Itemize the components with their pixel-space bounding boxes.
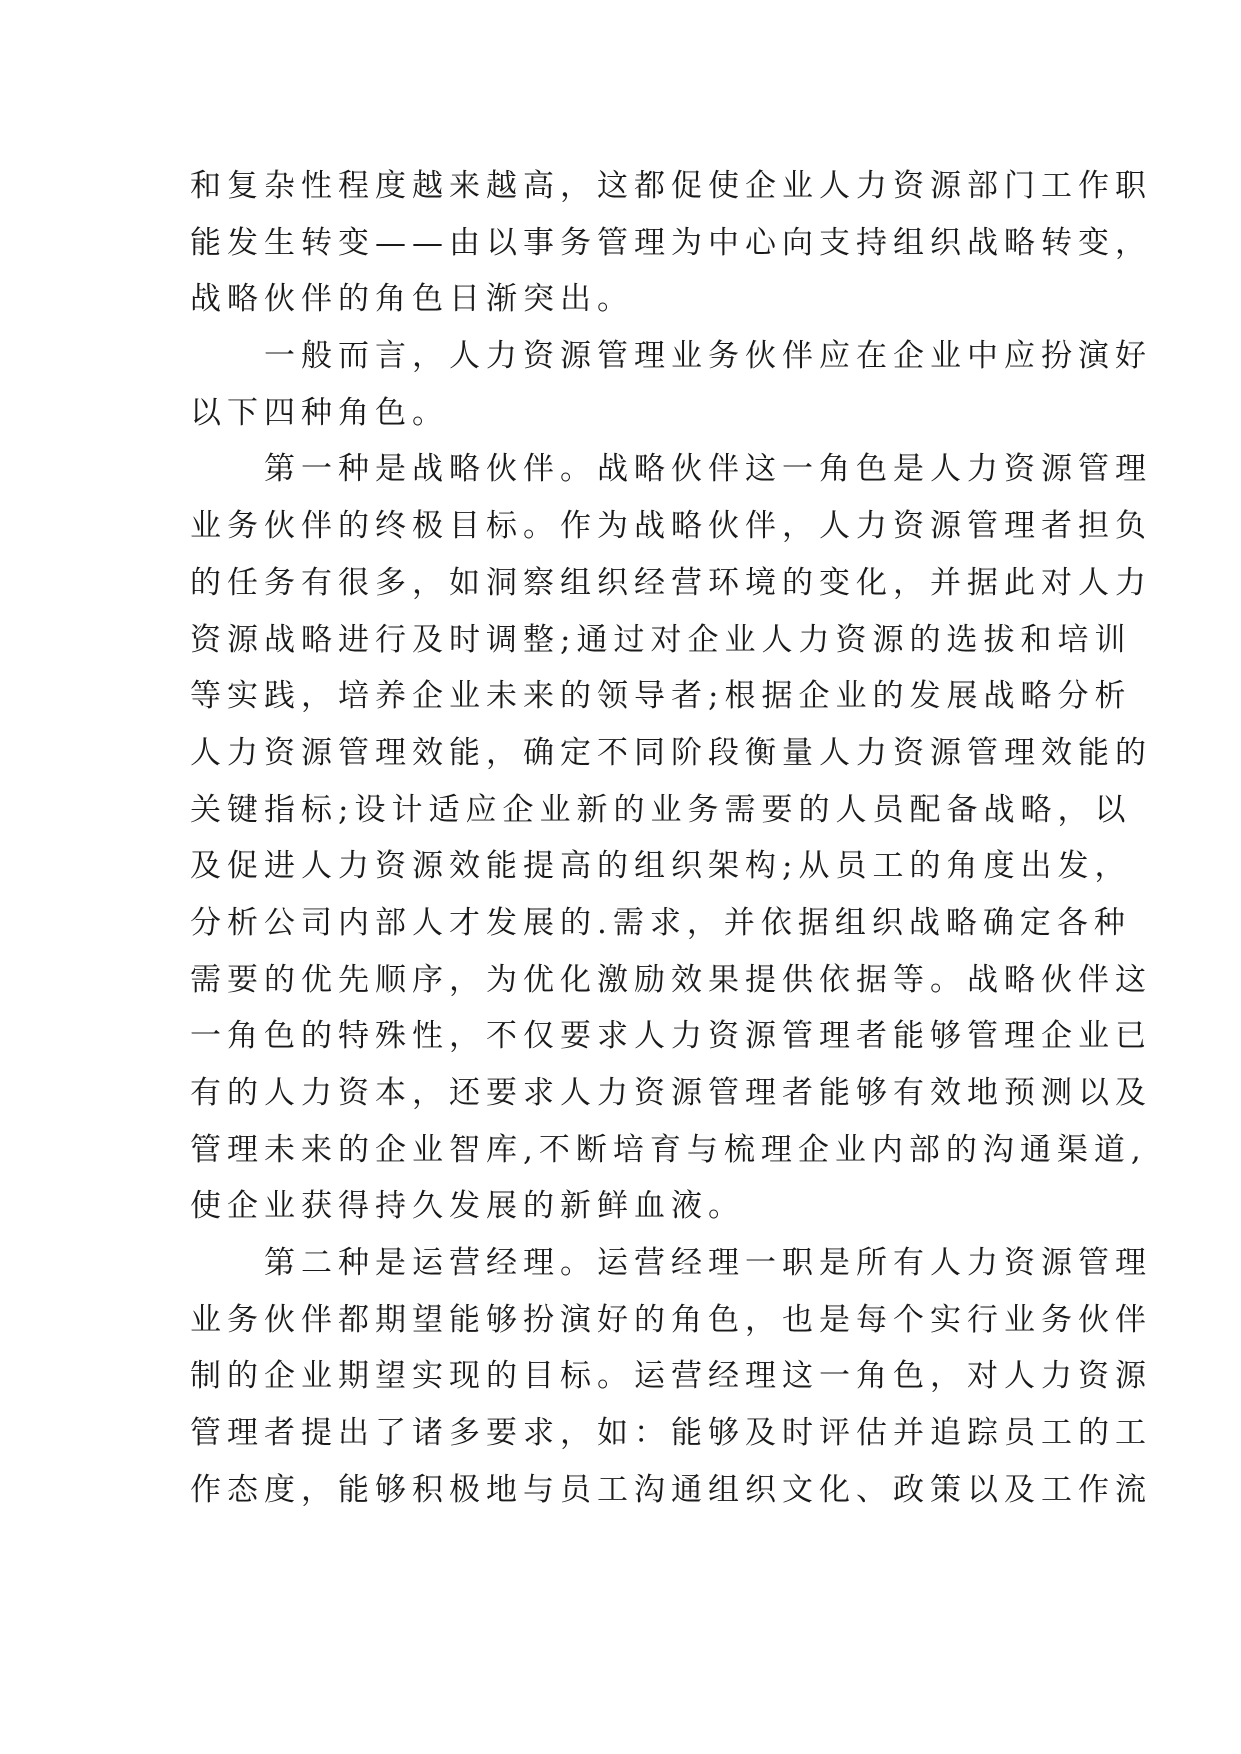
text-line: 以下四种角色。 xyxy=(190,394,449,431)
text-line: 关键指标;设计适应企业新的业务需要的人员配备战略，以 xyxy=(190,791,1132,828)
text-line: 管理者提出了诸多要求，如：能够及时评估并追踪员工的工 xyxy=(190,1415,1152,1452)
text-line: 有的人力资本，还要求人力资源管理者能够有效地预测以及 xyxy=(190,1075,1152,1111)
paragraph-first-line: 第一种是战略伙伴。战略伙伴这一角色是人力资源管理 xyxy=(264,451,1152,488)
paragraph-first-line: 一般而言，人力资源管理业务伙伴应在企业中应扮演好 xyxy=(264,338,1152,375)
text-line: 的任务有很多，如洞察组织经营环境的变化，并据此对人力 xyxy=(190,564,1152,601)
text-line: 能发生转变——由以事务管理为中心向支持组织战略转变， xyxy=(190,224,1152,261)
text-line: 业务伙伴的终极目标。作为战略伙伴，人力资源管理者担负 xyxy=(190,508,1152,545)
text-line: 及促进人力资源效能提高的组织架构;从员工的角度出发， xyxy=(190,848,1132,885)
text-line: 分析公司内部人才发展的.需求，并依据组织战略确定各种 xyxy=(190,904,1131,941)
text-line: 需要的优先顺序，为优化激励效果提供依据等。战略伙伴这 xyxy=(190,961,1152,998)
text-line: 作态度，能够积极地与员工沟通组织文化、政策以及工作流 xyxy=(190,1471,1152,1508)
text-line: 业务伙伴都期望能够扮演好的角色，也是每个实行业务伙伴 xyxy=(190,1301,1152,1338)
text-line: 使企业获得持久发展的新鲜血液。 xyxy=(190,1188,745,1225)
paragraph-first-line: 第二种是运营经理。运营经理一职是所有人力资源管理 xyxy=(264,1245,1152,1282)
text-line: 管理未来的企业智库,不断培育与梳理企业内部的沟通渠道, xyxy=(190,1131,1147,1168)
text-line: 战略伙伴的角色日渐突出。 xyxy=(190,281,634,318)
text-line: 和复杂性程度越来越高，这都促使企业人力资源部门工作职 xyxy=(190,168,1152,204)
text-line: 人力资源管理效能，确定不同阶段衡量人力资源管理效能的 xyxy=(190,734,1152,771)
text-line: 制的企业期望实现的目标。运营经理这一角色，对人力资源 xyxy=(190,1358,1152,1395)
text-line: 等实践，培养企业未来的领导者;根据企业的发展战略分析 xyxy=(190,678,1132,715)
text-line: 资源战略进行及时调整;通过对企业人力资源的选拔和培训 xyxy=(190,621,1132,658)
body-text xyxy=(190,158,1152,1519)
text-line: 一角色的特殊性，不仅要求人力资源管理者能够管理企业已 xyxy=(190,1018,1152,1055)
